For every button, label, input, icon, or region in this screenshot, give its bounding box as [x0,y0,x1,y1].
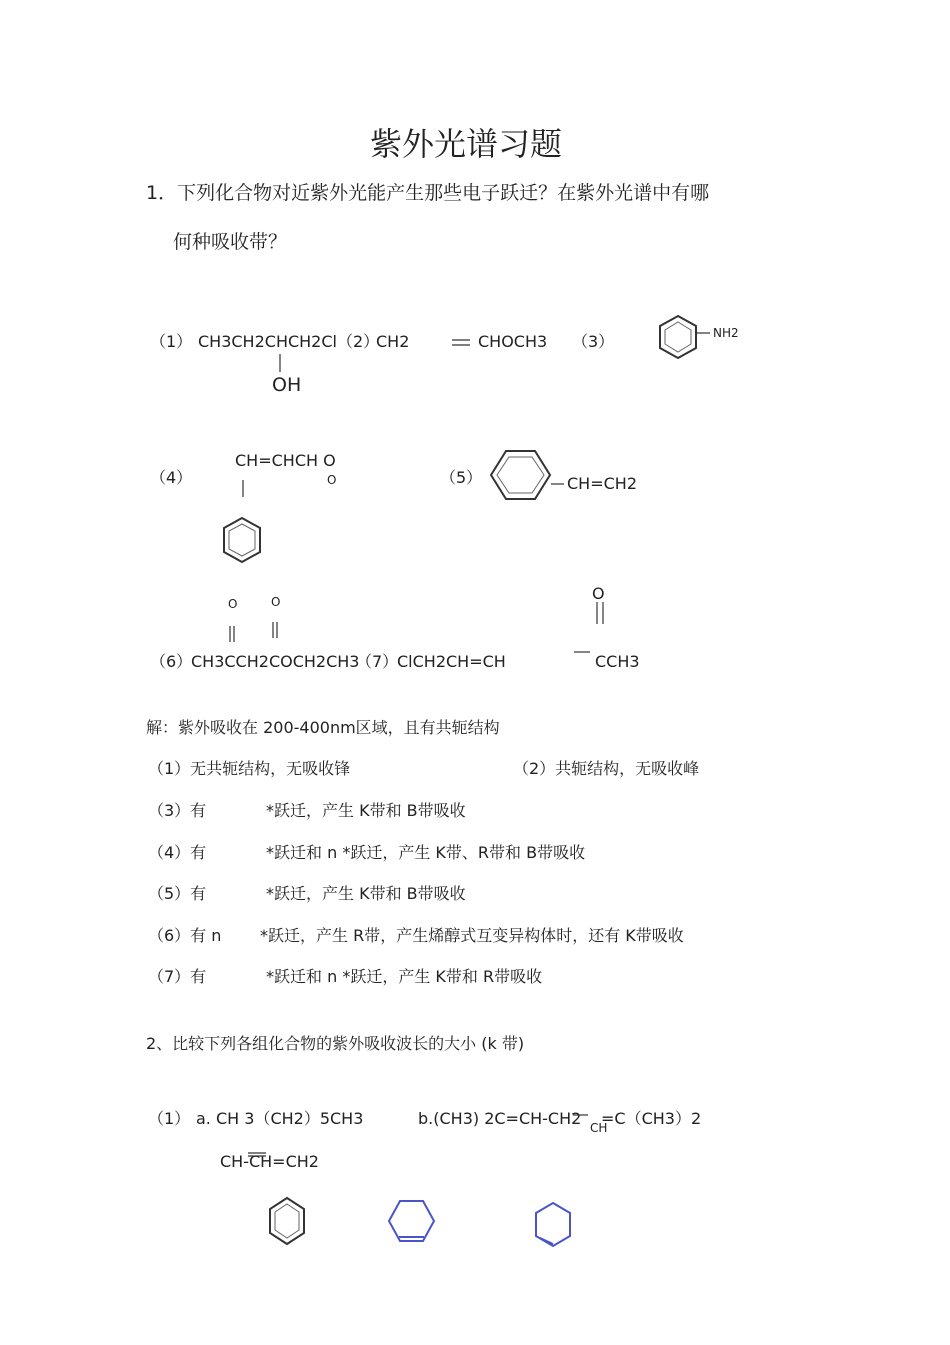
answer-3-label: （3）有 [148,801,207,820]
compound-3-label: （3） [572,332,615,351]
answer-6-text: *跃迁，产生 R带，产生烯醇式互变异构体时，还有 K带吸收 [260,926,684,945]
compound-2-right: CHOCH3 [478,332,548,351]
question-2-compound-b-ch: CH [590,1121,608,1135]
answer-5-label: （5）有 [148,884,207,903]
compound-4-chain: CH=CHCH O [235,451,336,470]
compound-7-tail: CCH3 [595,652,640,671]
question-2: 2、比较下列各组化合物的紫外吸收波长的大小 (k 带) [146,1034,525,1053]
page-title: 紫外光谱习题 [370,125,563,163]
compound-6-formula: CH3CCH2COCH2CH3 [191,652,360,671]
question-2-pair-1-label: （1） [148,1109,191,1128]
ring-c-icon [536,1203,570,1246]
benzene-inner-ring [229,524,255,556]
compound-1-label: （1） [150,332,193,351]
compound-6-oxygen-2: O [271,595,281,609]
ring-a-icon [270,1198,304,1244]
compound-3-amine: NH2 [713,326,739,340]
compound-7-formula: ClCH2CH=CH [397,652,506,671]
benzene-ring-icon [660,316,696,358]
ring-c-double-bond [540,1238,553,1244]
answer-5-text: *跃迁，产生 K带和 B带吸收 [266,884,466,903]
answer-intro: 解：紫外吸收在 200-400nm区域，且有共轭结构 [146,718,500,737]
ring-a-inner [275,1204,299,1238]
benzene-inner-ring [665,322,691,352]
answer-7-text: *跃迁和 n *跃迁，产生 K带和 R带吸收 [266,967,543,986]
compound-4-label: （4） [150,468,193,487]
question-1-line-1: 1．下列化合物对近紫外光能产生那些电子跃迁？在紫外光谱中有哪 [146,182,710,204]
ring-b-icon [389,1201,434,1241]
compound-5-vinyl: CH=CH2 [567,474,637,493]
benzene-ring-icon [491,451,550,499]
compound-7-label: （7） [356,652,399,671]
question-2-compound-c: CH-CH=CH2 [220,1152,319,1171]
compound-2-left: CH2 [376,332,410,351]
answer-2: （2）共轭结构，无吸收峰 [513,759,700,778]
answer-7-label: （7）有 [148,967,207,986]
compound-4-oxygen: O [327,473,337,487]
benzene-inner-ring [497,457,544,493]
question-2-compound-b-tail: =C（CH3）2 [601,1109,702,1128]
question-2-compound-b: b.(CH3) 2C=CH-CH2 [418,1109,582,1128]
answer-6-label: （6）有 n [148,926,222,945]
compound-5-label: （5） [440,468,483,487]
answer-4-text: *跃迁和 n *跃迁，产生 K带、R带和 B带吸收 [266,843,586,862]
compound-6-oxygen-1: O [228,597,238,611]
answer-4-label: （4）有 [148,843,207,862]
compound-2-label: （2） [337,332,380,351]
compound-1-hydroxyl: OH [272,374,302,396]
compound-6-label: （6） [150,652,193,671]
question-1-line-2: 何种吸收带？ [173,231,288,253]
benzene-ring-icon [224,518,260,562]
question-2-compound-a: a. CH 3（CH2）5CH3 [196,1109,364,1128]
answer-3-text: *跃迁，产生 K带和 B带吸收 [266,801,466,820]
compound-1-formula: CH3CH2CHCH2Cl [198,332,337,351]
answer-1: （1）无共轭结构，无吸收锋 [148,759,351,778]
compound-7-oxygen: O [592,584,605,603]
